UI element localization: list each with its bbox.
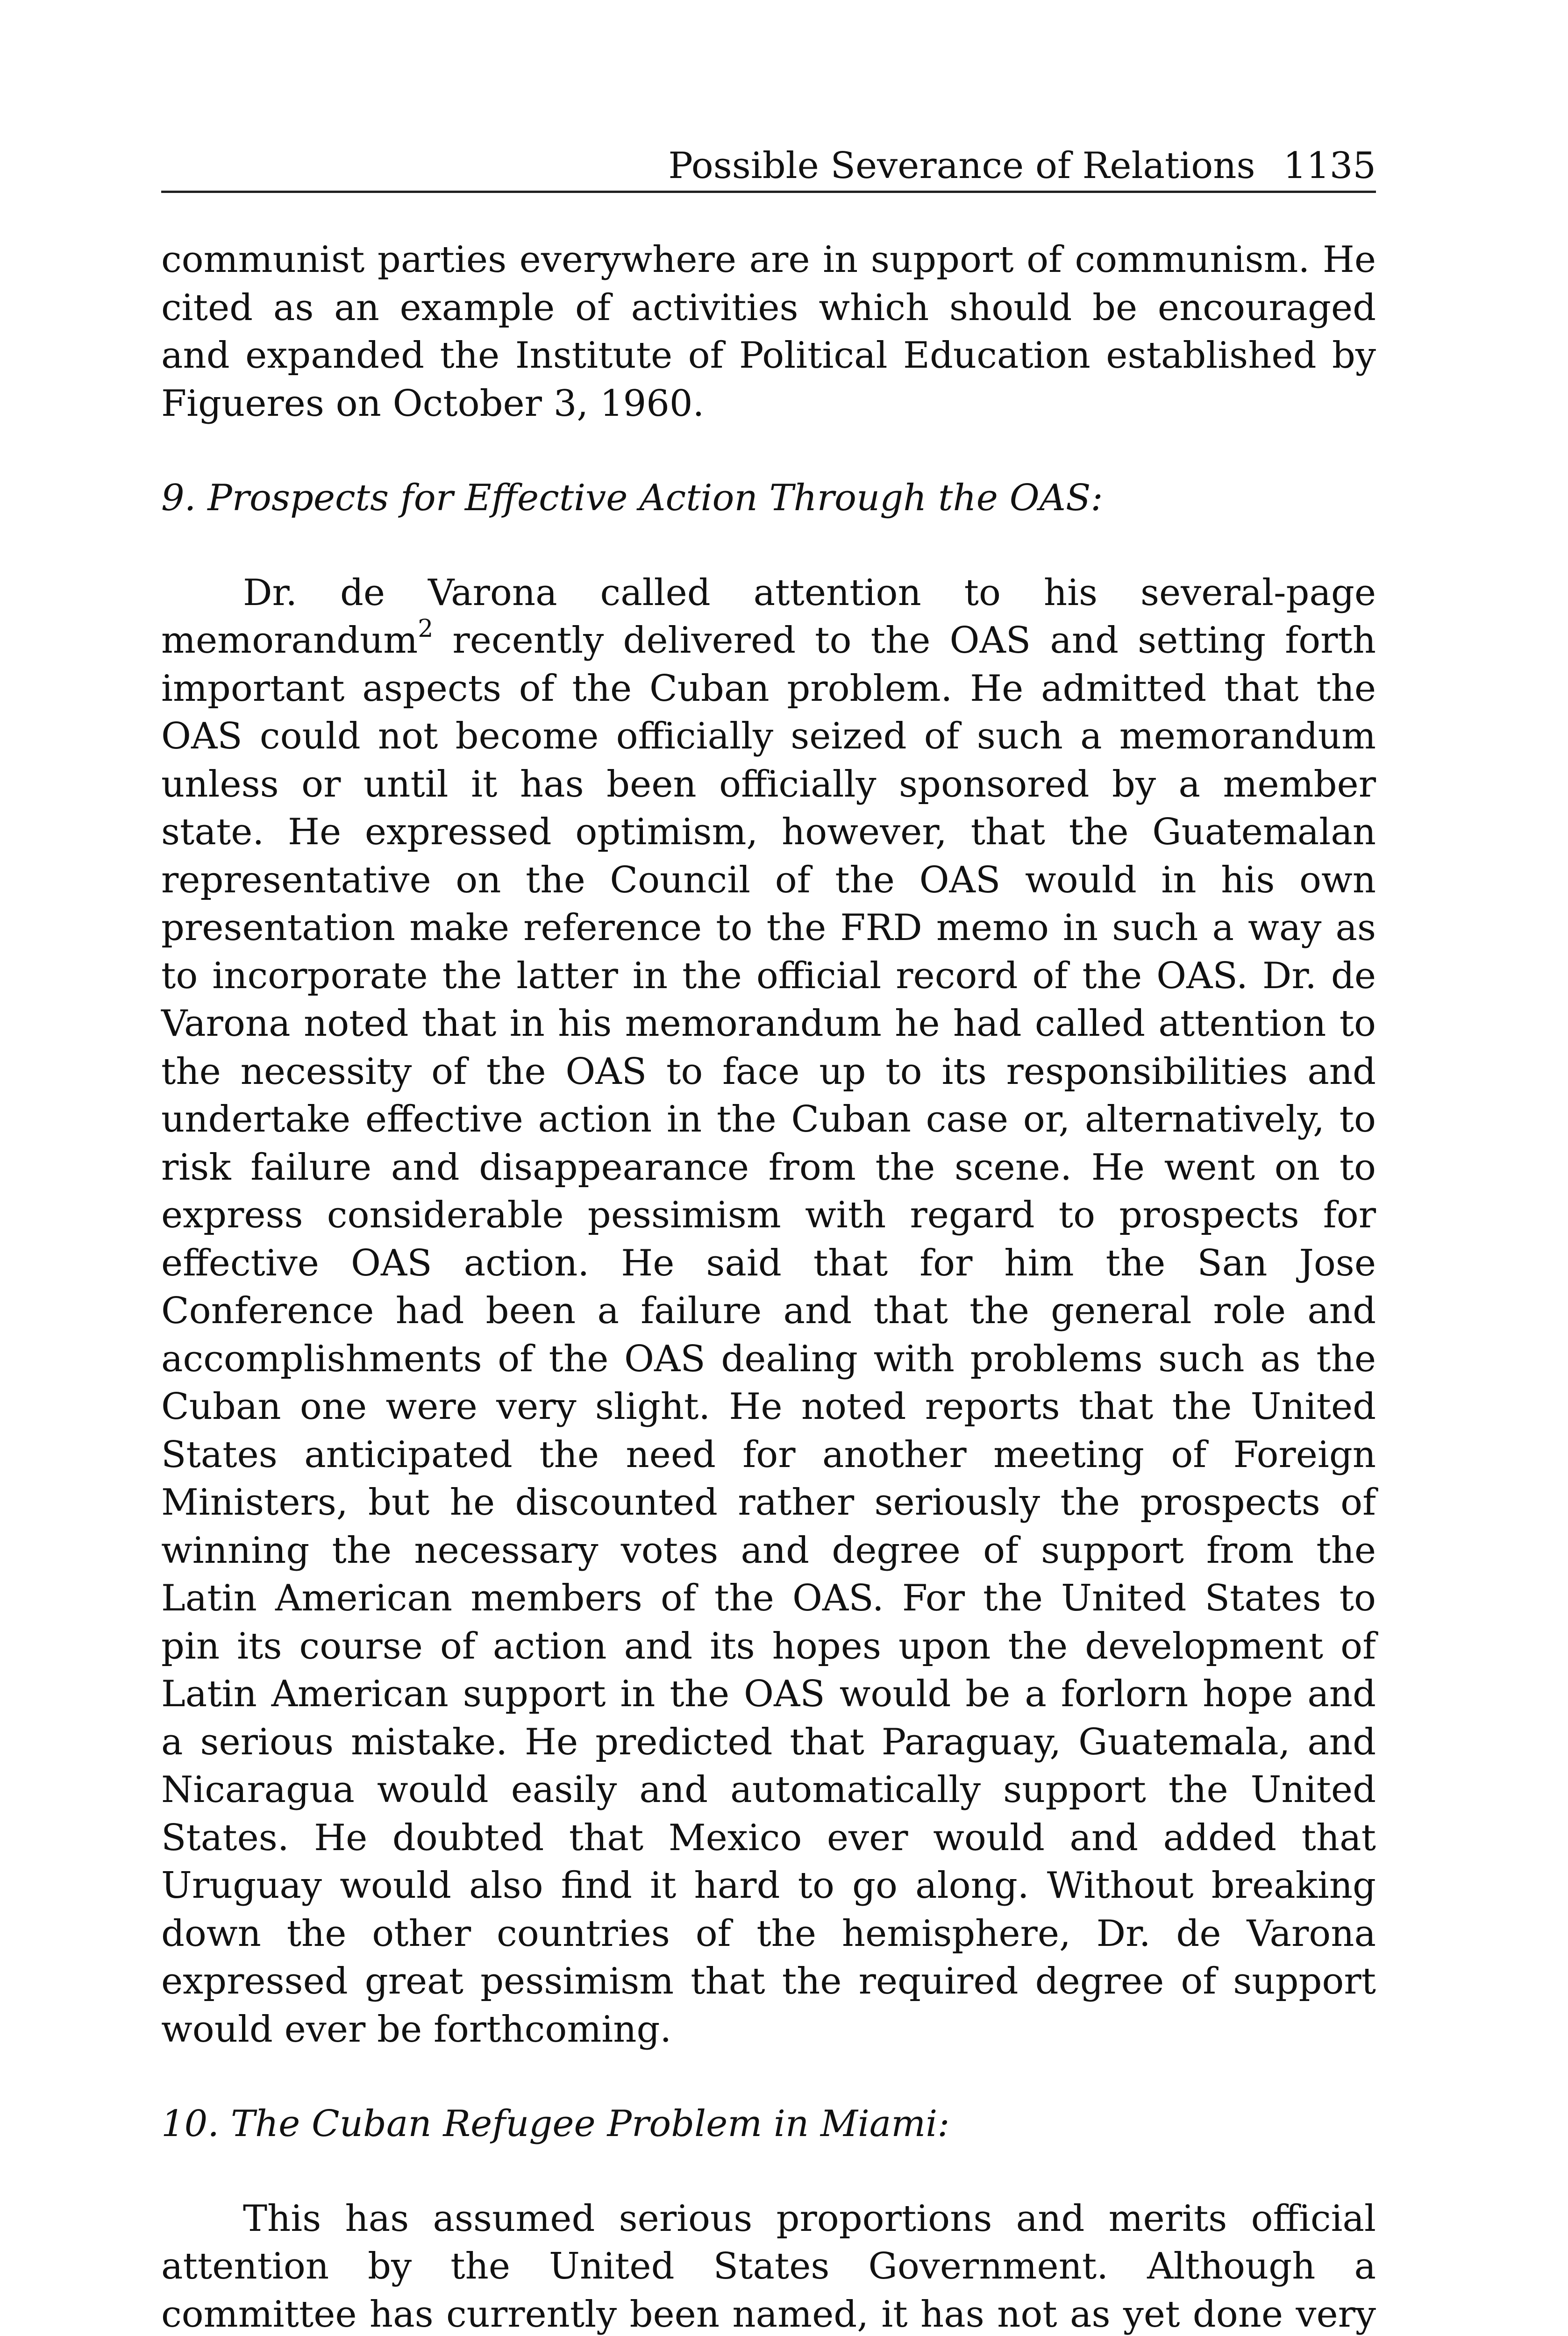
spacer [161, 522, 1376, 569]
spacer [161, 2053, 1376, 2100]
paragraph-refugee-problem: This has assumed serious proportions and merits official attention by the United States Government. Although a committee has currently been named, it has not as yet done very [161, 2197, 1376, 2336]
document-page [161, 0, 1376, 2336]
body-text [161, 236, 1376, 2336]
paragraph-oas-prospects [161, 569, 1376, 2054]
running-title: Possible Severance of Relations [668, 145, 1255, 187]
spacer [161, 427, 1376, 474]
section-heading-10: 10. The Cuban Refugee Problem in Miami: [161, 2103, 950, 2145]
section-heading-9: 9. Prospects for Effective Action Through the OAS: [161, 477, 1103, 519]
running-header [161, 140, 1376, 192]
spacer [161, 2148, 1376, 2195]
page-number: 1135 [1283, 145, 1376, 187]
paragraph-continuation: communist parties everywhere are in support of communism. He cited as an example of activities which should be encouraged and expanded the Institute of Political Education established by Figueres on October 3, 1960. [161, 239, 1376, 425]
footnote-reference: 2 [418, 615, 434, 643]
paragraph-oas-text-rest: recently delivered to the OAS and setting forth important aspects of the Cuban problem. He admitted that the OAS could not become officially seized of such a memorandum unless or until it has been officially sponsored by a member state. He expressed optimism, however, that the Guatemalan representative on the Council of the OAS would in his own presentation make reference to the FRD memo in such a way as to incorporate the latter in the official record of the OAS. Dr. de Varona noted that in his memorandum he had called attention to the necessity of the OAS to face up to its responsibilities and undertake effective action in the Cuban case or, alternatively, to risk failure and disappearance from the scene. He went on to express considerable pessimism with regard to prospects for effective OAS action. He said that for him the San Jose Conference had been a failure and that the general role and accomplishments of the OAS dealing with problems such as the Cuban one were very slight. He noted reports that the United States anticipated the need for another meeting of Foreign Ministers, but he discounted rather seriously the prospects of winning the necessary votes and degree of support from the Latin American members of the OAS. For the United States to pin its course of action and its hopes upon the development of Latin American support in the OAS would be a forlorn hope and a serious mistake. He predicted that Paraguay, Guatemala, and Nicaragua would easily and automatically support the United States. He doubted that Mexico ever would and added that Uruguay would also find it hard to go along. Without breaking down the other countries of the hemisphere, Dr. de Varona expressed great pessimism that the required degree of support would ever be forthcoming. [161, 620, 1376, 2051]
paragraph-oas-text-start: Dr. de Varona called attention to his several-page memorandum [161, 571, 1376, 662]
header-rule [161, 191, 1376, 193]
